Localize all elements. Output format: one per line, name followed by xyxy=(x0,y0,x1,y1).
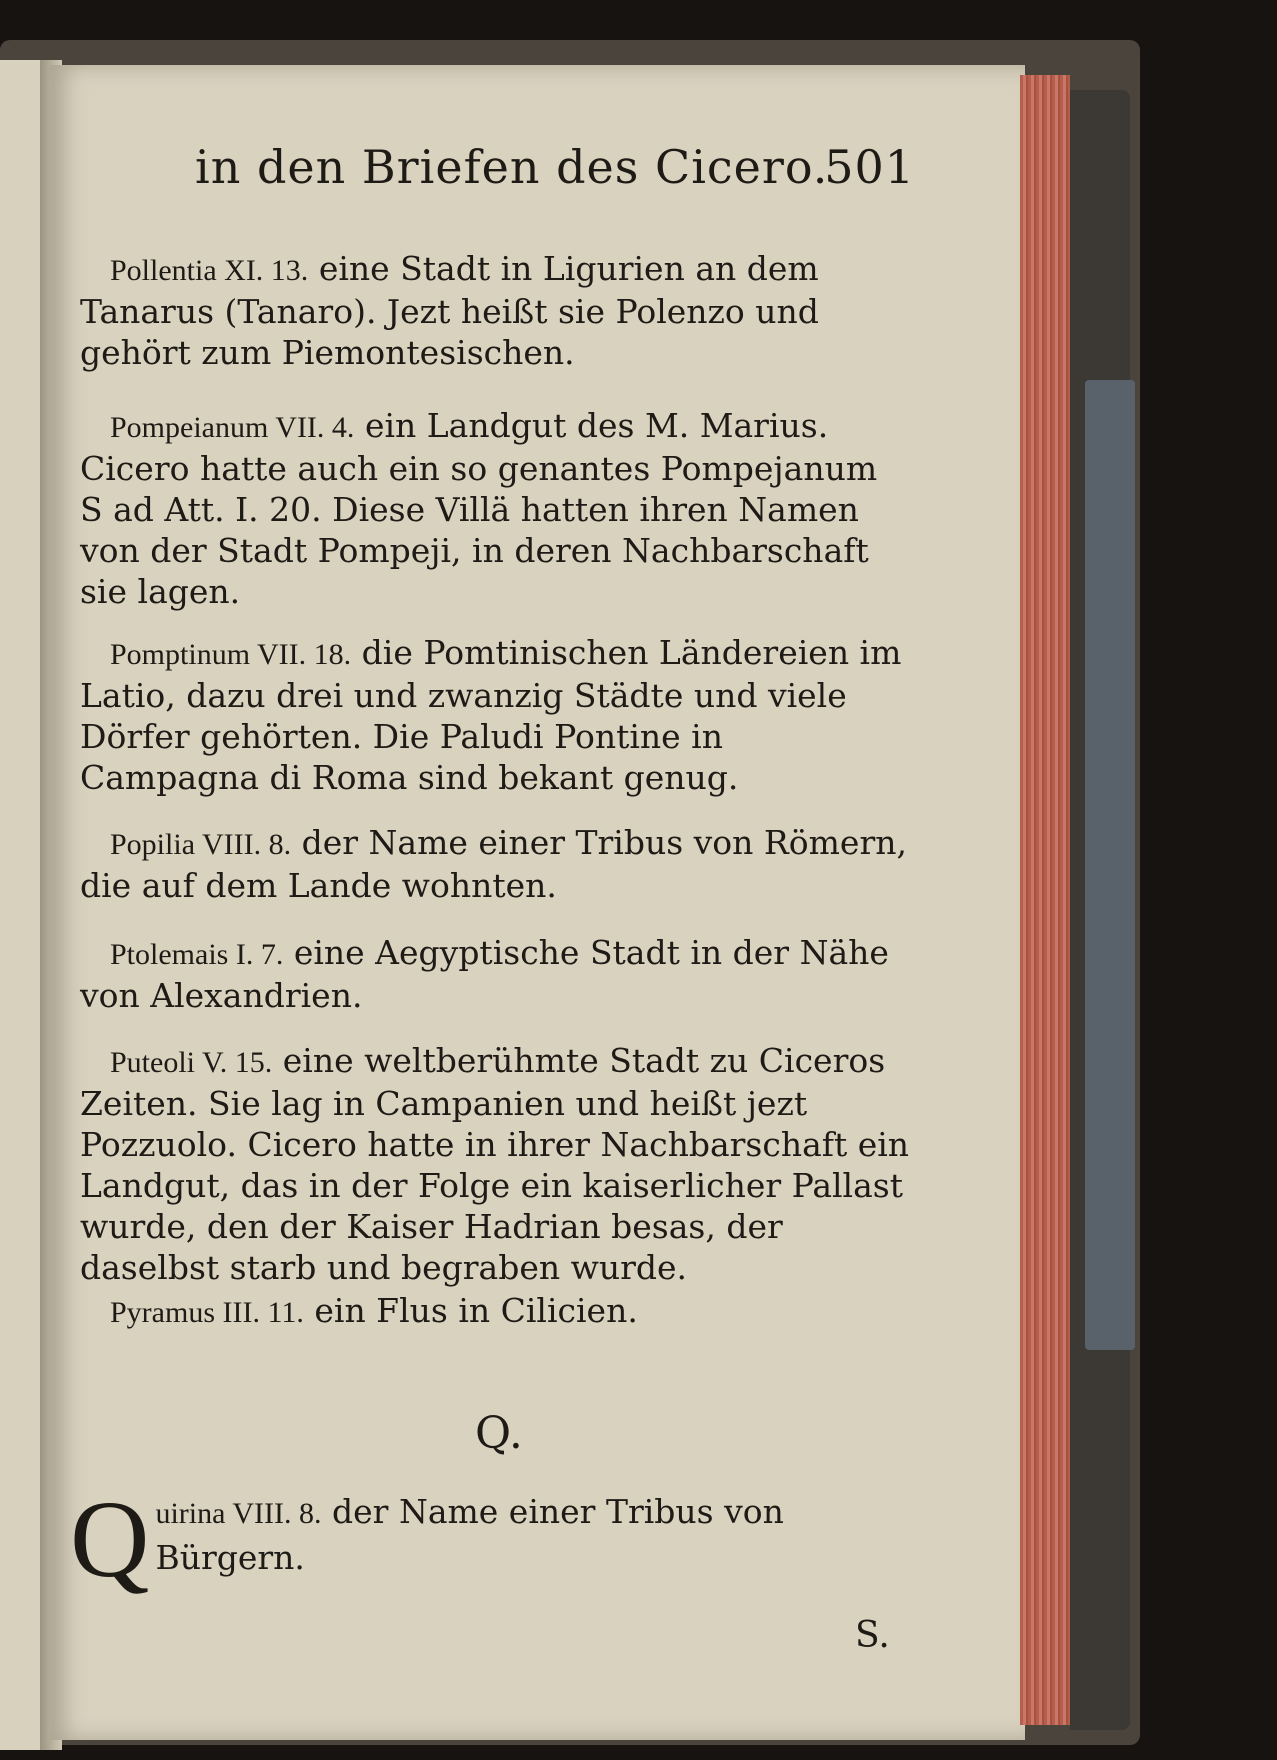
entry-term: Ptolemais I. 7. xyxy=(110,938,284,971)
entry-term: uirina VIII. 8. xyxy=(155,1497,322,1530)
entry-term: Popilia VIII. 8. xyxy=(110,828,292,861)
entry-puteoli xyxy=(80,1040,910,1288)
entry-text: der Name einer Tribus von Bürgern. xyxy=(155,1492,784,1577)
entry-pollentia xyxy=(80,248,910,373)
entry-text: ein Flus in Cilicien. xyxy=(314,1291,638,1330)
entry-term: Pollentia XI. 13. xyxy=(110,254,309,287)
running-title: in den Briefen des Cicero. xyxy=(195,140,829,194)
entry-term: Pompeianum VII. 4. xyxy=(110,411,355,444)
entry-ptolemais xyxy=(80,932,910,1016)
catchword: S. xyxy=(855,1615,890,1656)
entry-pyramus xyxy=(80,1290,910,1333)
section-heading-q: Q. xyxy=(475,1408,523,1459)
entry-term: Pomptinum VII. 18. xyxy=(110,638,352,671)
cover-label-patch xyxy=(1085,380,1135,1350)
entry-text: ein Landgut des M. Marius. Cicero hatte auch ein so genantes Pompejanum S ad Att. I. 20. Diese Villä hatten ihren Namen von der Stadt Pompeji, in deren Nachbarschaft sie lagen. xyxy=(80,406,878,611)
page-block-edge xyxy=(1020,75,1070,1725)
entry-popilia xyxy=(80,822,910,906)
drop-capital: Q xyxy=(70,1478,150,1600)
entry-quirina xyxy=(70,1478,910,1600)
page-number: 501 xyxy=(824,140,915,194)
entry-text: eine weltberühmte Stadt zu Ciceros Zeiten. Sie lag in Campanien und heißt jezt Pozzuolo. Cicero hatte in ihrer Nachbarschaft ein Landgut, das in der Folge ein kaiserlicher Pallast wurde, den der Kaiser Hadrian besas, der daselbst starb und begraben wurde. xyxy=(80,1041,910,1287)
entry-text: eine Stadt in Ligurien an dem Tanarus (Tanaro). Jezt heißt sie Polenzo und gehört zum Piemontesischen. xyxy=(80,249,819,372)
entry-text: eine Aegyptische Stadt in der Nähe von Alexandrien. xyxy=(80,933,889,1015)
entry-text: die Pomtinischen Ländereien im Latio, dazu drei und zwanzig Städte und viele Dörfer gehörten. Die Paludi Pontine in Campagna di Roma sind bekant genug. xyxy=(80,633,902,797)
entry-text: der Name einer Tribus von Römern, die auf dem Lande wohnten. xyxy=(80,823,907,905)
running-header xyxy=(195,140,915,200)
entry-term: Pyramus III. 11. xyxy=(110,1296,304,1329)
entry-pomptinum xyxy=(80,632,910,798)
entry-term: Puteoli V. 15. xyxy=(110,1046,273,1079)
entry-pompeianum xyxy=(80,405,910,612)
